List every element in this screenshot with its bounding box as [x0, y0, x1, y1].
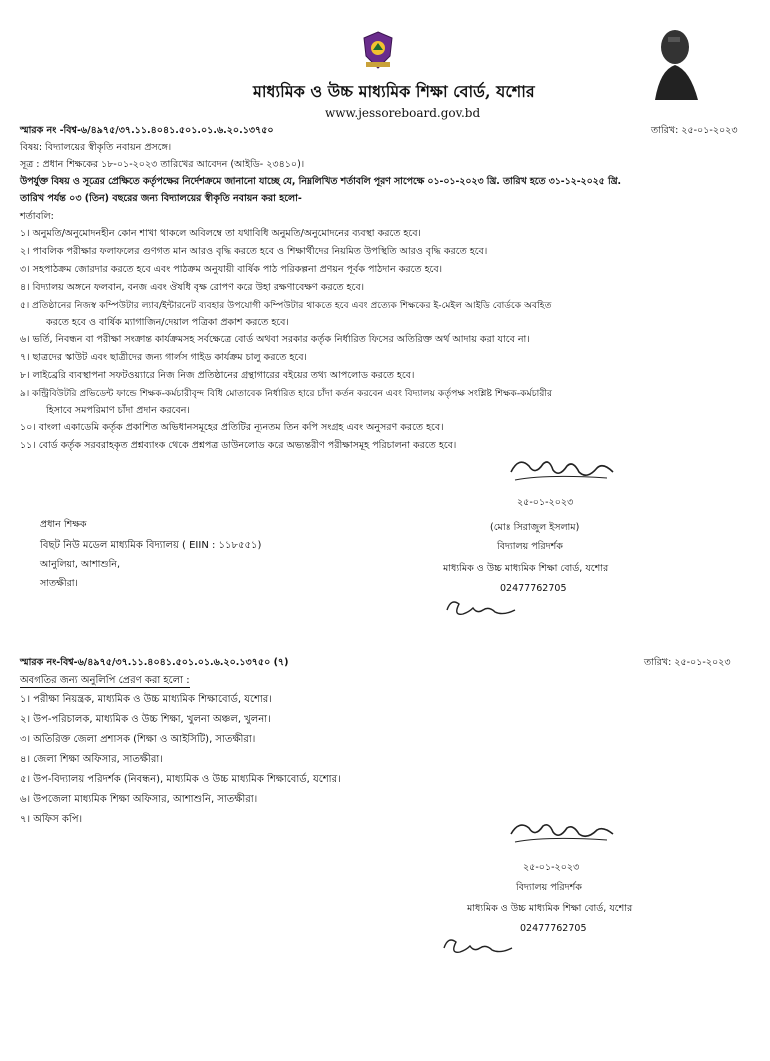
- signature-icon: [507, 452, 617, 486]
- condition-item-cont: হিসাবে সমপরিমাণ চাঁদা প্রদান করবেন।: [46, 405, 190, 416]
- condition-item: ৬। ভর্তি, নিবন্ধন বা পরীক্ষা সংক্রান্ত কার্যক্রমসহ সর্বক্ষেত্রে বোর্ড অথবা সরকার কর্তৃক নির্ধারিত ফিসের অতিরিক্ত অর্থ আদায় করা যাবে না।: [20, 334, 530, 345]
- copy-item: ৩। অতিরিক্ত জেলা প্রশাসক (শিক্ষা ও আইসিটি), সাতক্ষীরা।: [20, 734, 256, 745]
- copy-item: ২। উপ-পরিচালক, মাধ্যমিক ও উচ্চ শিক্ষা, খুলনা অঞ্চল, খুলনা।: [20, 714, 271, 725]
- signature-image: [507, 452, 617, 490]
- board-website: www.jessoreboard.gov.bd: [325, 106, 481, 120]
- copy-memo-number: স্মারক নং-বিশ্ব-৬/৪৯৭৫/৩৭.১১.৪০৪১.৫০১.০১.৬.২০.১৩৭৫০ (৭): [20, 657, 289, 668]
- reference-line: সূত্র : প্রধান শিক্ষকের ১৮-০১-২০২৩ তারিখের আবেদন (আইডি- ২৩৪১০)।: [20, 159, 305, 170]
- signature-1-designation: বিদ্যালয় পরিদর্শক: [497, 541, 563, 552]
- signature-2-designation: বিদ্যালয় পরিদর্শক: [516, 882, 582, 893]
- signature-2-phone: 02477762705: [520, 923, 587, 934]
- condition-item: ৭। ছাত্রদের স্কাউট এবং ছাত্রীদের জন্য গার্লস গাইড কার্যক্রম চালু করতে হবে।: [20, 352, 307, 363]
- signature-icon: [507, 816, 617, 846]
- copy-item: ৭। অফিস কপি।: [20, 814, 83, 825]
- recipient-line-3: আনুলিয়া, আশাশুনি,: [40, 559, 120, 570]
- signature-2-date: ২৫-০১-২০২৩: [523, 862, 580, 873]
- memo-date: তারিখ: ২৫-০১-২০২৩: [651, 125, 738, 136]
- condition-item: ১০। বাংলা একাডেমি কর্তৃক প্রকাশিত অভিধানসমূহের প্রতিটির ন্যূনতম তিন কপি সংগ্রহ এবং অনুসরণ করতে হবে।: [20, 422, 444, 433]
- initial-signature-icon: [443, 596, 519, 622]
- copy-item: ৬। উপজেলা মাধ্যমিক শিক্ষা অফিসার, আশাশুনি, সাতক্ষীরা।: [20, 794, 258, 805]
- board-emblem: [361, 30, 395, 70]
- initial-signature-icon: [440, 934, 516, 960]
- copy-date: তারিখ: ২৫-০১-২০২৩: [644, 657, 731, 668]
- board-emblem-icon: [361, 30, 395, 70]
- condition-item: ১। অনুমতি/অনুমোদনহীন কোন শাখা থাকলে অবিলম্বে তা যথাবিধি অনুমতি/অনুমোদনের ব্যবস্থা করতে হবে।: [20, 228, 421, 239]
- condition-item: ২। পাবলিক পরীক্ষার ফলাফলের গুণগত মান আরও বৃদ্ধি করতে হবে ও শিক্ষার্থীদের নিয়মিত উপস্থিতি আরও বৃদ্ধি করতে হবে।: [20, 246, 488, 257]
- condition-item: ১১। বোর্ড কর্তৃক সরবরাহকৃত প্রশ্নব্যাংক থেকে প্রশ্নপত্র ডাউনলোড করে অভ্যন্তরীণ পরীক্ষাসমূহ পরিচালনা করতে হবে।: [20, 440, 457, 451]
- condition-item: ৮। লাইব্রেরি ব্যবস্থাপনা সফটওয়্যারে নিজ নিজ প্রতিষ্ঠানের গ্রন্থাগারের বইয়ের তথ্য আপলোড করতে হবে।: [20, 370, 415, 381]
- recipient-line-1: প্রধান শিক্ষক: [40, 519, 87, 530]
- subject-line: বিষয়: বিদ্যালয়ের স্বীকৃতি নবায়ন প্রসঙ্গে।: [20, 142, 172, 153]
- body-line-1: উপর্যুক্ত বিষয় ও সূত্রের প্রেক্ষিতে কর্তৃপক্ষের নির্দেশক্রমে জানানো যাচ্ছে যে, নিম্নলিখিত শর্তাবলি পূরণ সাপেক্ষে ০১-০১-২০২৩ খ্রি. তারিখ হতে ৩১-১২-২০২৫ খ্রি.: [20, 176, 622, 187]
- condition-item: ৯। কন্ট্রিবিউটরি প্রভিডেন্ট ফান্ডে শিক্ষক-কর্মচারীবৃন্দ বিধি মোতাবেক নির্ধারিত হারে চাঁদা কর্তন করবেন এবং বিদ্যালয় কর্তৃপক্ষ সংশ্লিষ্ট শিক্ষক-কর্মচারীর: [20, 388, 553, 399]
- signature-1-date: ২৫-০১-২০২৩: [517, 497, 574, 508]
- recipient-line-4: সাতক্ষীরা।: [40, 578, 78, 589]
- signature-image-2: [507, 816, 617, 850]
- initial-signature-2: [440, 934, 516, 964]
- mujib-100-logo: [650, 25, 740, 100]
- conditions-heading: শর্তাবলি:: [20, 211, 54, 222]
- board-title: মাধ্যমিক ও উচ্চ মাধ্যমিক শিক্ষা বোর্ড, যশোর: [253, 82, 535, 101]
- copy-item: ১। পরীক্ষা নিয়ন্ত্রক, মাধ্যমিক ও উচ্চ মাধ্যমিক শিক্ষাবোর্ড, যশোর।: [20, 694, 272, 705]
- condition-item-cont: করতে হবে ও বার্ষিক ম্যাগাজিন/দেয়াল পত্রিকা প্রকাশ করতে হবে।: [46, 317, 289, 328]
- signature-1-office: মাধ্যমিক ও উচ্চ মাধ্যমিক শিক্ষা বোর্ড, যশোর: [443, 563, 609, 574]
- initial-signature: [443, 596, 519, 626]
- recipient-line-2: বিছট নিউ মডেল মাধ্যমিক বিদ্যালয় ( EIIN : ১১৮৫৫১): [40, 540, 262, 551]
- copy-item: ৪। জেলা শিক্ষা অফিসার, সাতক্ষীরা।: [20, 754, 163, 765]
- condition-item: ৩। সহপাঠক্রম জোরদার করতে হবে এবং পাঠক্রম অনুযায়ী বার্ষিক পাঠ পরিকল্পনা প্রণয়ন পূর্বক পাঠদান করতে হবে।: [20, 264, 443, 275]
- copy-heading: অবগতির জন্য অনুলিপি প্রেরণ করা হলো :: [20, 675, 190, 686]
- mujib-portrait-icon: [650, 25, 740, 100]
- signature-1-phone: 02477762705: [500, 583, 567, 594]
- signature-1-name: (মোঃ সিরাজুল ইসলাম): [490, 522, 580, 533]
- signature-2-office: মাধ্যমিক ও উচ্চ মাধ্যমিক শিক্ষা বোর্ড, যশোর: [467, 903, 633, 914]
- condition-item: ৪। বিদ্যালয় অঙ্গনে ফলবান, বনজ এবং ঔষধি বৃক্ষ রোপণ করে উহা রক্ষণাবেক্ষণ করতে হবে।: [20, 282, 365, 293]
- memo-number: স্মারক নং -বিশ্ব-৬/৪৯৭৫/৩৭.১১.৪০৪১.৫০১.০১.৬.২০.১৩৭৫০: [20, 125, 274, 136]
- body-line-2: তারিখ পর্যন্ত ০৩ (তিন) বছরের জন্য বিদ্যালয়ের স্বীকৃতি নবায়ন করা হলো-: [20, 193, 302, 204]
- copy-item: ৫। উপ-বিদ্যালয় পরিদর্শক (নিবন্ধন), মাধ্যমিক ও উচ্চ মাধ্যমিক শিক্ষাবোর্ড, যশোর।: [20, 774, 341, 785]
- condition-item: ৫। প্রতিষ্ঠানের নিজস্ব কম্পিউটার ল্যাব/ইন্টারনেট ব্যবহার উপযোগী কম্পিউটার থাকতে হবে এবং প্রত্যেক শিক্ষকের ই-মেইল আইডি বোর্ডকে অবহিত: [20, 300, 552, 311]
